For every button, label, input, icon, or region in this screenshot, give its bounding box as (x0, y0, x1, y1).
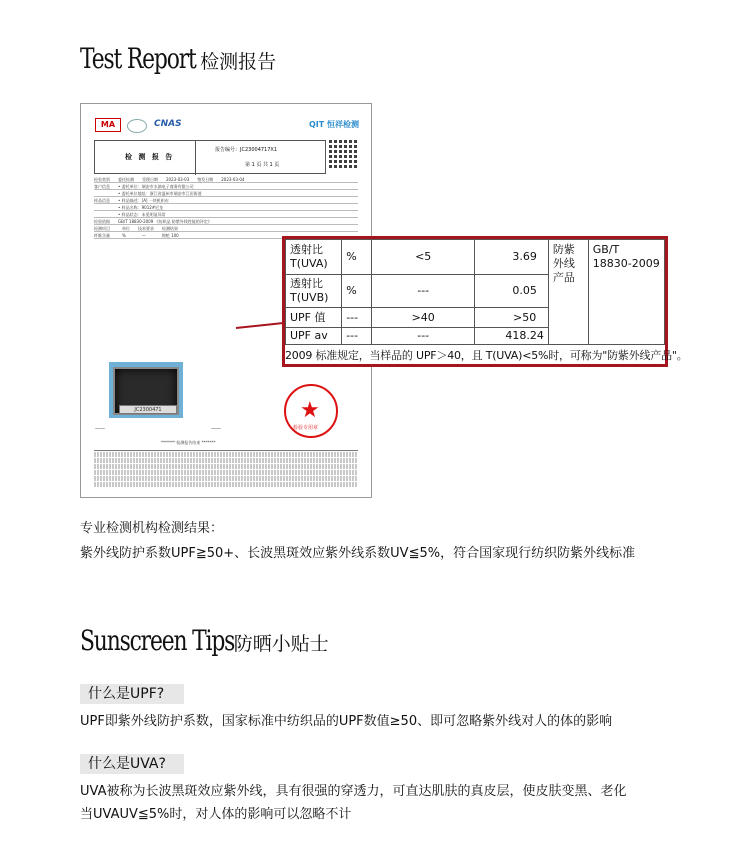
cell-req: <5 (372, 240, 475, 275)
cell-unit: --- (342, 308, 372, 328)
cell-standard: GB/T 18830-2009 (588, 240, 664, 345)
result-table (285, 239, 665, 345)
report-row: 检验类别 委托检测 受理日期 2023-03-03 签发日期 2023-03-04 (94, 176, 358, 183)
report-row: 客户信息 • 委托单位：瑞安市水滴电子商务有限公司 (94, 183, 358, 190)
report-row: 样品信息 • 样品描述：[A] 一块机织布 (94, 197, 358, 204)
cell-result: 418.24 (475, 328, 549, 345)
cell-req: --- (372, 328, 475, 345)
cma-logo: MA (95, 118, 121, 132)
heading-zh: 防晒小贴士 (233, 633, 329, 655)
cell-item: UPF 值 (286, 308, 342, 328)
result-body: 紫外线防护系数UPF≧50+、长波黑斑效应紫外线系数UV≦5%，符合国家现行纺织防紫外线标准 (80, 546, 636, 561)
report-row: 纤维含量 % — 锦纶 100 (94, 232, 358, 239)
report-row: 检验依据 GB/T 18830-2009 《纺织品 防紫外线性能的评定》 (94, 218, 358, 225)
answer-uva-line: 当UVAUV≦5%时，对人体的影响可以忽略不计 (80, 807, 352, 822)
answer-upf: UPF即紫外线防护系数，国家标准中纺织品的UPF数值≥50、即可忽略紫外线对人的体的影响 (80, 714, 613, 729)
report-row: • 样品状态：未见明显异常 (94, 211, 358, 218)
question-upf: 什么是UPF? (80, 684, 184, 704)
sample-tag: JC2300471 (119, 405, 177, 414)
heading-en: Sunscreen Tips (80, 624, 235, 657)
ilac-mra-logo (127, 119, 147, 133)
qr-code-icon (329, 140, 357, 168)
signature-reviewer: —— (211, 426, 221, 432)
heading-en: Test Report (80, 42, 196, 75)
stamp-label: 检验专用章 (293, 425, 319, 431)
qit-logo: QIT 恒祥检测 (308, 120, 359, 129)
cell-req: --- (372, 275, 475, 308)
cell-result: 3.69 (475, 240, 549, 275)
report-row: • 样品名称：9012#尼龙 (94, 204, 358, 211)
test-report-heading (80, 42, 276, 75)
report-end-separator: ******* 检测报告结束 ******* (161, 440, 216, 445)
cell-unit: % (342, 275, 372, 308)
inspection-stamp (284, 384, 338, 438)
signature-approver: —— (95, 426, 105, 432)
cell-unit: % (342, 240, 372, 275)
cell-item: UPF av (286, 328, 342, 345)
report-info-grid (94, 176, 358, 239)
page-number: 第 1 页 共 1 页 (245, 162, 280, 168)
answer-uva-line: UVA被称为长波黑斑效应紫外线，具有很强的穿透力，可直达肌肤的真皮层，使皮肤变黑、老化 (80, 784, 627, 799)
cell-result: >50 (475, 308, 549, 328)
question-uva: 什么是UVA? (80, 754, 184, 774)
cell-item: 透射比 T(UVA) (286, 240, 342, 275)
cnas-logo: CNAS (154, 119, 182, 129)
report-row: • 委托单位地址：浙江省温州市瑞安市江田街道 (94, 190, 358, 197)
report-footer (94, 450, 358, 490)
cell-req: >40 (372, 308, 475, 328)
zoom-callout (282, 236, 688, 367)
report-header-box (94, 140, 326, 174)
cell-unit: --- (342, 328, 372, 345)
result-heading: 专业检测机构检测结果： (80, 521, 224, 536)
report-row: 检测项目 单位 技术要求 检测结果 (94, 225, 358, 232)
report-doc-title: 检 测 报 告 (125, 153, 175, 161)
standard-note: 2009 标准规定，当样品的 UPF＞40，且 T(UVA)<5%时，可称为"防紫外线产品"。 (285, 349, 688, 362)
report-number: 报告编号：JC23004717X1 (215, 147, 278, 153)
cell-item: 透射比 T(UVB) (286, 275, 342, 308)
cell-category: 防紫外线产品 (548, 240, 588, 345)
heading-zh: 检测报告 (200, 51, 277, 73)
star-icon: ★ (300, 398, 320, 423)
sunscreen-tips-heading (80, 624, 329, 657)
cell-result: 0.05 (475, 275, 549, 308)
